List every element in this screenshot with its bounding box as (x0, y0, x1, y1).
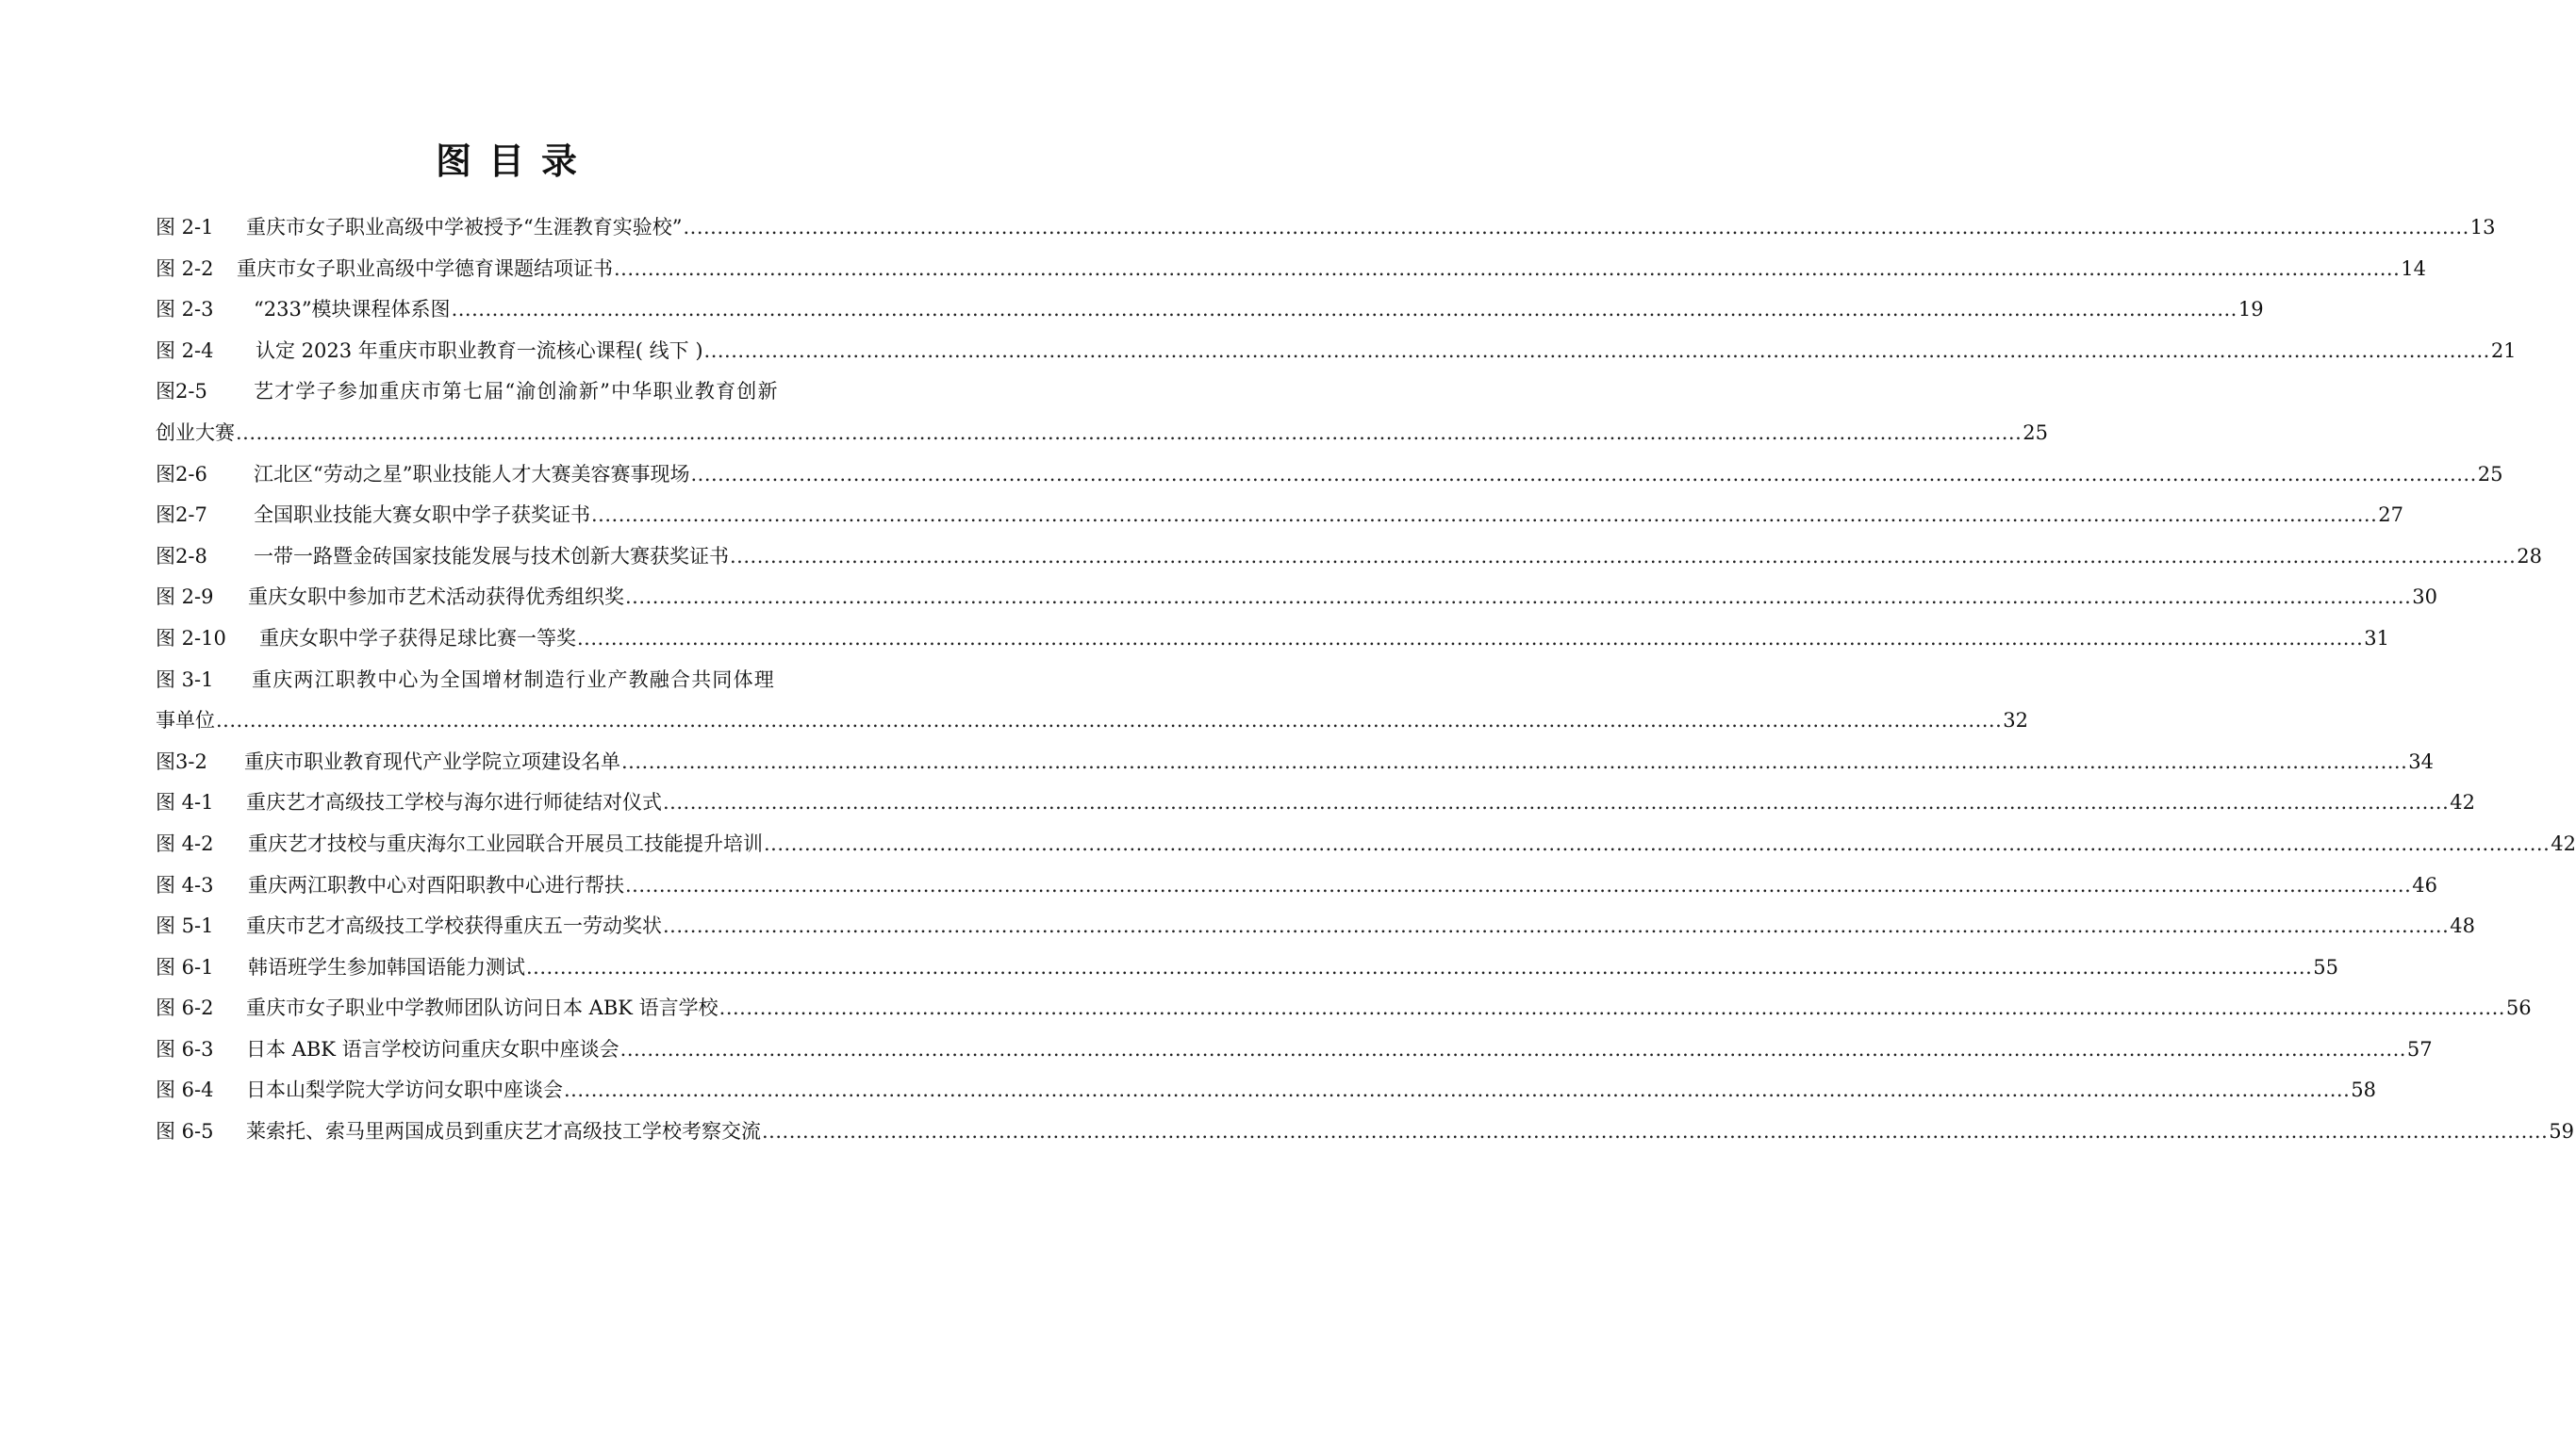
dot-leader (564, 1070, 2350, 1112)
dot-leader (591, 495, 2377, 536)
page-number: 25 (2477, 462, 2503, 486)
figure-number: 图 2-10 (156, 626, 226, 650)
toc-entry[interactable] (156, 782, 2476, 824)
figure-caption: 江北区“劳动之星”职业技能人才大赛美容赛事现场 (254, 462, 690, 486)
figure-caption: 韩语班学生参加韩国语能力测试 (248, 955, 525, 979)
figure-number: 图2-5 (156, 380, 207, 404)
page-number: 46 (2412, 873, 2438, 897)
figure-caption: 日本 ABK 语言学校访问重庆女职中座谈会 (246, 1037, 619, 1061)
page-number: 13 (2469, 216, 2496, 239)
figure-number: 图 4-1 (156, 791, 214, 815)
figure-number: 图 4-2 (156, 832, 214, 855)
dot-leader (719, 988, 2505, 1029)
figure-number: 图 2-4 (156, 338, 214, 362)
figure-caption: 一带一路暨金砖国家技能发展与技术创新大赛获奖证书 (254, 544, 729, 568)
figure-number: 图 6-3 (156, 1037, 214, 1061)
figure-caption: “233”模块课程体系图 (254, 298, 451, 321)
page-number: 30 (2412, 585, 2438, 609)
dot-leader (452, 289, 2237, 331)
figure-caption: 重庆市艺才高级技工学校获得重庆五一劳动奖状 (246, 914, 662, 938)
page-number: 31 (2364, 626, 2390, 650)
figure-caption: 重庆市女子职业中学教师团队访问日本 ABK 语言学校 (246, 997, 718, 1020)
figure-number: 图 3-1 (156, 667, 214, 691)
page-number: 27 (2378, 503, 2404, 527)
figure-number: 图 6-4 (156, 1079, 214, 1102)
figure-caption: 艺才学子参加重庆市第七届“渝创渝新”中华职业教育创新 (254, 380, 779, 404)
page-number: 59 (2549, 1120, 2575, 1144)
dot-leader (526, 947, 2312, 989)
page-number: 25 (2023, 420, 2049, 444)
toc-entry[interactable] (156, 495, 2404, 536)
figure-number: 图 6-2 (156, 997, 214, 1020)
toc-entry[interactable] (156, 618, 2390, 660)
toc-entry[interactable] (156, 1112, 2575, 1153)
page-number: 14 (2401, 256, 2427, 280)
figure-caption: 重庆女职中参加市艺术活动获得优秀组织奖 (248, 585, 624, 609)
page-number: 57 (2406, 1037, 2433, 1061)
figure-number: 图 2-3 (156, 298, 214, 321)
figure-caption: 重庆艺才高级技工学校与海尔进行师徒结对仪式 (246, 791, 662, 815)
figure-caption: 重庆两江职教中心对酉阳职教中心进行帮扶 (248, 873, 624, 897)
figure-number: 图 2-2 (156, 256, 214, 280)
dot-leader (625, 865, 2411, 907)
figure-list (156, 207, 2576, 1153)
figure-number: 图 2-9 (156, 585, 214, 609)
figure-caption: 重庆两江职教中心为全国增材制造行业产教融合共同体理 (252, 667, 775, 691)
figure-number: 图2-6 (156, 462, 207, 486)
figure-caption: 重庆艺才技校与重庆海尔工业园联合开展员工技能提升培训 (248, 832, 763, 855)
toc-entry[interactable] (156, 947, 2339, 989)
figure-caption: 认定 2023 年重庆市职业教育一流核心课程( 线下 ) (256, 338, 703, 362)
dot-leader (625, 577, 2411, 618)
figure-number: 图 2-1 (156, 216, 214, 239)
figure-caption-continued: 创业大赛 (156, 420, 235, 444)
page-number: 42 (2551, 832, 2576, 855)
toc-entry[interactable] (156, 742, 2435, 783)
dot-leader (762, 1112, 2548, 1153)
toc-entry[interactable] (156, 536, 2543, 578)
figure-number: 图 6-5 (156, 1120, 214, 1144)
dot-leader (236, 413, 2022, 454)
toc-entry[interactable] (156, 906, 2476, 947)
toc-entry[interactable] (156, 331, 2517, 372)
dot-leader (764, 824, 2550, 865)
figure-caption: 重庆市职业教育现代产业学院立项建设名单 (244, 749, 620, 773)
figure-number: 图 5-1 (156, 914, 214, 938)
dot-leader (704, 331, 2490, 372)
figure-caption: 重庆女职中学子获得足球比赛一等奖 (259, 626, 576, 650)
dot-leader (216, 700, 2002, 742)
toc-entry[interactable] (156, 249, 2427, 290)
page-number: 32 (2003, 709, 2029, 733)
figure-number: 图2-8 (156, 544, 207, 568)
page-number: 58 (2351, 1079, 2377, 1102)
figure-caption: 全国职业技能大赛女职中学子获奖证书 (254, 503, 590, 527)
dot-leader (614, 249, 2400, 290)
figure-number: 图3-2 (156, 749, 207, 773)
dot-leader (621, 742, 2407, 783)
dot-leader (577, 618, 2363, 660)
figure-number: 图2-7 (156, 503, 207, 527)
page-number: 34 (2408, 749, 2435, 773)
toc-entry[interactable] (156, 988, 2532, 1029)
dot-leader (620, 1029, 2406, 1071)
dot-leader (690, 454, 2476, 496)
toc-entry[interactable] (156, 865, 2438, 907)
figure-number: 图 4-3 (156, 873, 214, 897)
figure-caption-continued: 事单位 (156, 709, 215, 733)
toc-entry[interactable] (156, 1029, 2433, 1071)
figure-caption: 日本山梨学院大学访问女职中座谈会 (246, 1079, 563, 1102)
dot-leader (663, 906, 2449, 947)
page-number: 48 (2450, 914, 2476, 938)
page-number: 55 (2313, 955, 2339, 979)
page-number: 28 (2517, 544, 2543, 568)
page-title: 图目录 (435, 140, 594, 182)
figure-caption: 重庆市女子职业高级中学德育课题结项证书 (237, 256, 613, 280)
page-number: 42 (2450, 791, 2476, 815)
toc-entry[interactable] (156, 824, 2576, 865)
toc-entry[interactable] (156, 660, 2029, 742)
toc-entry[interactable] (156, 207, 2496, 249)
page-number: 56 (2505, 997, 2532, 1020)
figure-number: 图 6-1 (156, 955, 214, 979)
page-number: 21 (2490, 338, 2517, 362)
figure-caption: 莱索托、索马里两国成员到重庆艺才高级技工学校考察交流 (246, 1120, 761, 1144)
dot-leader (663, 782, 2449, 824)
figure-caption: 重庆市女子职业高级中学被授予“生涯教育实验校” (246, 216, 683, 239)
dot-leader (683, 207, 2469, 249)
toc-entry[interactable] (156, 1070, 2377, 1112)
toc-entry[interactable] (156, 454, 2503, 496)
toc-entry[interactable] (156, 289, 2264, 331)
toc-entry[interactable] (156, 371, 2049, 453)
toc-entry[interactable] (156, 577, 2438, 618)
page-number: 19 (2237, 298, 2264, 321)
dot-leader (730, 536, 2516, 578)
